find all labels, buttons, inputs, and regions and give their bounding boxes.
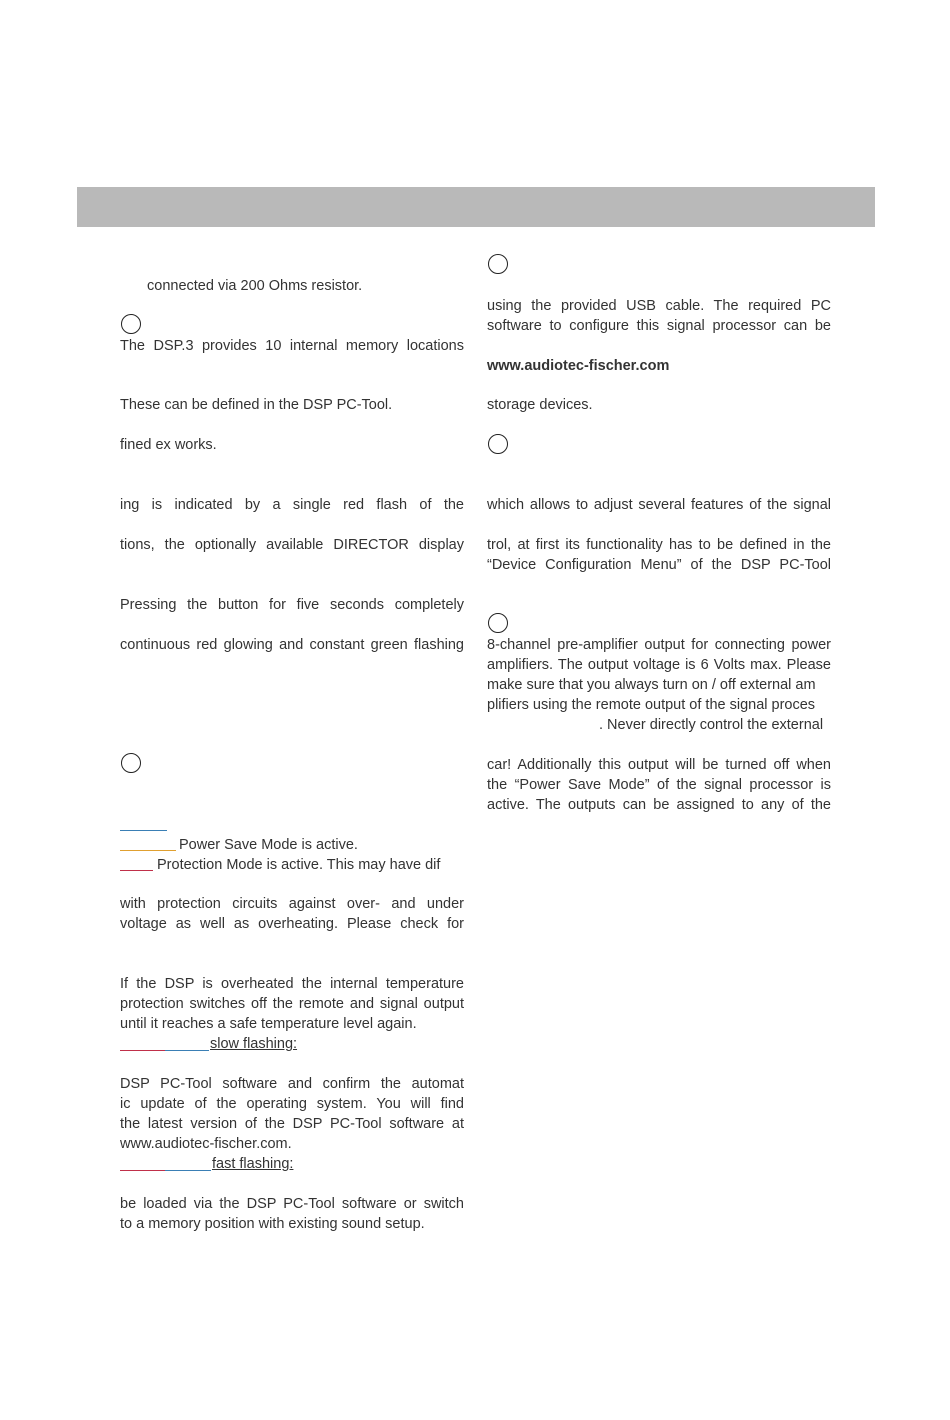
text-line: Power Save Mode is active. bbox=[179, 837, 358, 853]
text-line: with protection circuits against over- and under bbox=[120, 896, 464, 912]
text-line: continuous red glowing and constant green flashing bbox=[120, 637, 464, 653]
blue-led-marker bbox=[165, 1170, 211, 1171]
text-line: trol, at first its functionality has to be defined in the bbox=[487, 537, 831, 553]
text-line: amplifiers. The output voltage is 6 Volts max. Please bbox=[487, 657, 831, 673]
text-line: 8-channel pre-amplifier output for connecting power bbox=[487, 637, 831, 653]
text-line: . Never directly control the external bbox=[599, 717, 824, 733]
blue-led-marker bbox=[165, 1050, 209, 1051]
orange-led-marker bbox=[120, 850, 176, 851]
text-line: fined ex works. bbox=[120, 437, 217, 453]
section-header-bar bbox=[77, 187, 875, 227]
text-line: which allows to adjust several features of the signal bbox=[487, 497, 831, 513]
text-line: These can be defined in the DSP PC-Tool. bbox=[120, 397, 393, 413]
text-line: Pressing the button for five seconds completely bbox=[120, 597, 464, 613]
text-line: If the DSP is overheated the internal temperature bbox=[120, 976, 464, 992]
callout-circle-icon bbox=[488, 254, 508, 274]
text-line: Protection Mode is active. This may have dif bbox=[157, 857, 441, 873]
blue-led-marker bbox=[120, 830, 167, 831]
text-line: “Device Configuration Menu” of the DSP PC-Tool bbox=[487, 557, 831, 573]
text-line: ic update of the operating system. You will find bbox=[120, 1096, 464, 1112]
red-led-marker bbox=[120, 870, 153, 871]
red-led-marker bbox=[120, 1050, 165, 1051]
text-line: The DSP.3 provides 10 internal memory locations bbox=[120, 338, 464, 354]
text-line: to a memory position with existing sound setup. bbox=[120, 1216, 425, 1232]
led-state-label: fast flashing: bbox=[212, 1156, 294, 1172]
callout-circle-icon bbox=[121, 314, 141, 334]
text-line: www.audiotec-fischer.com. bbox=[120, 1136, 292, 1152]
text-line: active. The outputs can be assigned to any of the bbox=[487, 797, 831, 813]
text-line: plifiers using the remote output of the signal proces bbox=[487, 697, 816, 713]
callout-circle-icon bbox=[488, 613, 508, 633]
text-line: voltage as well as overheating. Please check for bbox=[120, 916, 464, 932]
callout-circle-icon bbox=[121, 753, 141, 773]
text-line: tions, the optionally available DIRECTOR display bbox=[120, 537, 464, 553]
text-line: car! Additionally this output will be turned off when bbox=[487, 757, 831, 773]
text-line: be loaded via the DSP PC-Tool software or switch bbox=[120, 1196, 464, 1212]
text-line: until it reaches a safe temperature level again. bbox=[120, 1016, 417, 1032]
text-line: protection switches off the remote and signal output bbox=[120, 996, 464, 1012]
text-line: software to configure this signal processor can be bbox=[487, 318, 831, 334]
text-line: the latest version of the DSP PC-Tool software at bbox=[120, 1116, 464, 1132]
text-line: storage devices. bbox=[487, 397, 593, 413]
led-state-label: slow flashing: bbox=[210, 1036, 298, 1052]
red-led-marker bbox=[120, 1170, 165, 1171]
callout-circle-icon bbox=[488, 434, 508, 454]
text-line: DSP PC-Tool software and confirm the automat bbox=[120, 1076, 464, 1092]
text-line: connected via 200 Ohms resistor. bbox=[147, 278, 363, 294]
text-line: the “Power Save Mode” of the signal processor is bbox=[487, 777, 831, 793]
website-link-text: www.audiotec-fischer.com bbox=[487, 358, 670, 374]
text-line: using the provided USB cable. The required PC bbox=[487, 298, 831, 314]
text-line: ing is indicated by a single red flash of the bbox=[120, 497, 464, 513]
text-line: make sure that you always turn on / off external am bbox=[487, 677, 816, 693]
